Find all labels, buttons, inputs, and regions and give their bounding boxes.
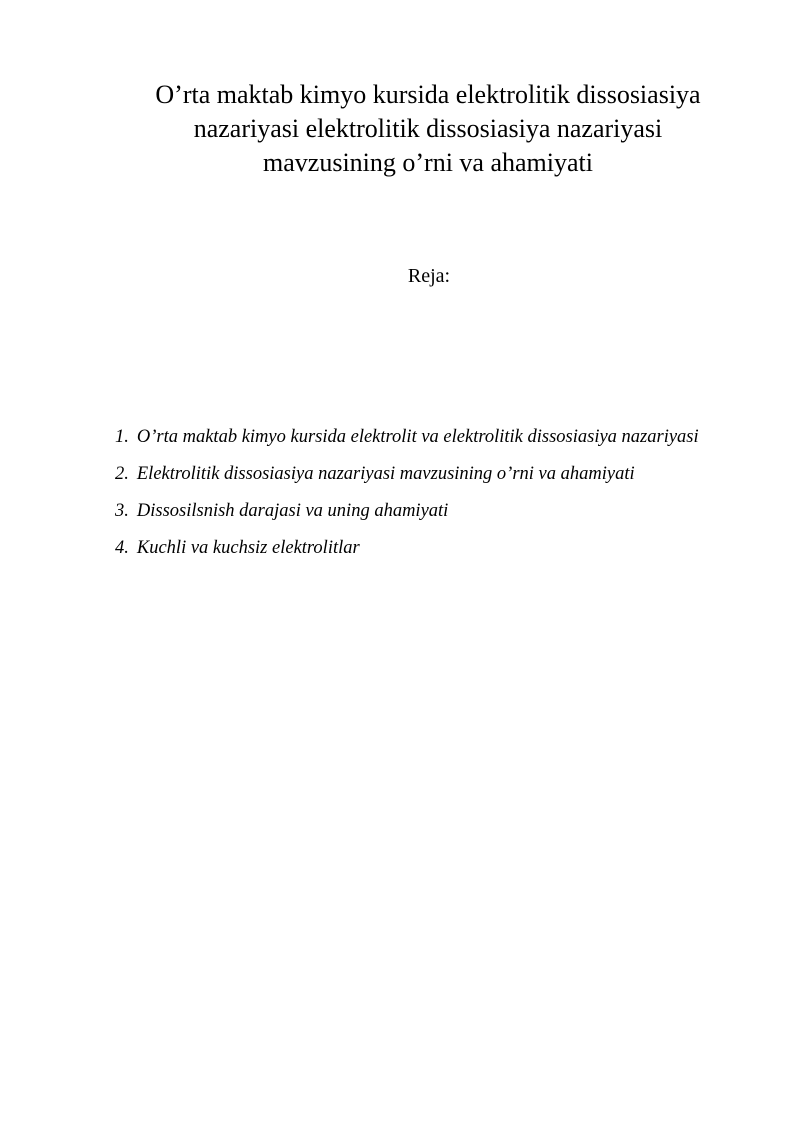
plan-item-number: 3. — [115, 501, 129, 521]
plan-heading: Reja: — [407, 265, 451, 287]
plan-item-text: Kuchli va kuchsiz elektrolitlar — [136, 538, 360, 558]
plan-list — [115, 419, 755, 567]
plan-item-number: 2. — [115, 464, 129, 484]
document-title — [100, 78, 756, 180]
plan-item — [115, 456, 755, 493]
plan-item-text: O’rta maktab kimyo kursida elektrolit va elektrolitik dissosiasiya nazariyasi — [136, 427, 699, 447]
plan-item-text: Dissosilsnish darajasi va uning ahamiyati — [136, 501, 449, 521]
title-line: mavzusining o’rni va ahamiyati — [263, 148, 593, 177]
title-line: nazariyasi elektrolitik dissosiasiya nazariyasi — [193, 114, 663, 143]
plan-item — [115, 530, 755, 567]
plan-item-text: Elektrolitik dissosiasiya nazariyasi mavzusining o’rni va ahamiyati — [136, 464, 635, 484]
title-line: O’rta maktab kimyo kursida elektrolitik dissosiasiya — [155, 80, 701, 109]
plan-item — [115, 493, 755, 530]
plan-item-number: 1. — [115, 427, 129, 447]
plan-item — [115, 419, 755, 456]
plan-item-number: 4. — [115, 538, 129, 558]
